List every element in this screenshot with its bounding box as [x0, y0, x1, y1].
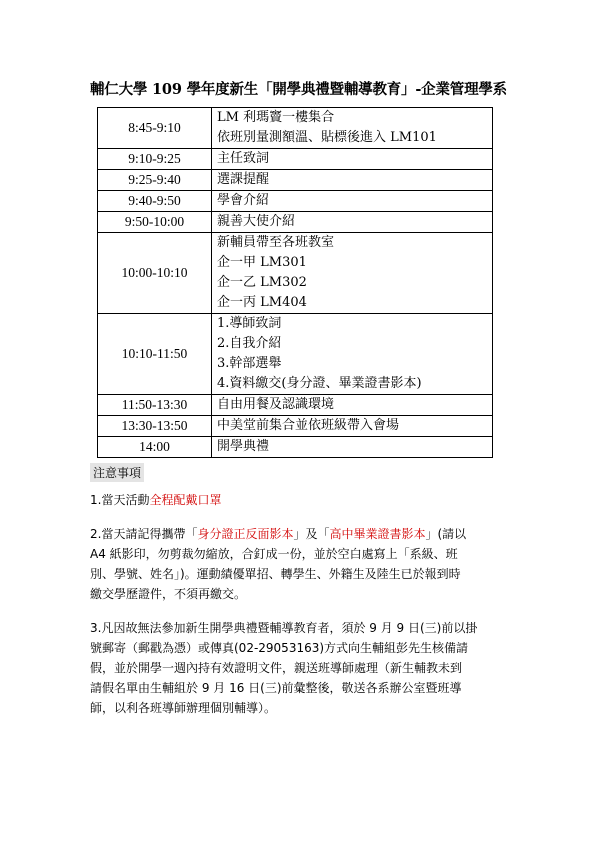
diploma-copy-requirement: 高中畢業證書影本 [329, 527, 426, 541]
schedule-row [98, 437, 493, 458]
activity-line: 親善大使介紹 [217, 214, 296, 229]
activity-line: 中美堂前集合並依班級帶入會場 [217, 418, 400, 433]
schedule-time: 11:50-13:30 [98, 395, 212, 416]
schedule-activity [212, 212, 493, 233]
activity-line: 學會介紹 [217, 193, 270, 208]
schedule-activity [212, 149, 493, 170]
schedule-activity [212, 437, 493, 458]
activity-line: 1.導師致詞 [217, 316, 282, 331]
activity-line: 選課提醒 [217, 172, 270, 187]
activity-line: 自由用餐及認識環境 [217, 397, 335, 412]
activity-line: 3.幹部選舉 [217, 356, 282, 371]
notes-title: 注意事項 [90, 463, 144, 482]
schedule-activity [212, 416, 493, 437]
activity-line: 新輔員帶至各班教室 [217, 235, 335, 250]
schedule-row [98, 108, 493, 149]
schedule-row [98, 191, 493, 212]
schedule-time: 10:00-10:10 [98, 233, 212, 314]
schedule-row [98, 233, 493, 314]
document-title: 輔仁大學 109 學年度新生「開學典禮暨輔導教育」-企業管理學系 [90, 81, 507, 98]
note-item-3: 3.凡因故無法參加新生開學典禮暨輔導教育者，須於 9 月 9 日(三)前以掛 號郵寄（郵戳為憑）或傳真(02-29053163)方式向生輔組彭先生核備請 假，並於開學一週內持有效證明文件，親送班導師處理（新生輔教未到 請假名單由生輔組於 9 月 16 日(三)前彙整後，敬送各系辦公室暨班導 師，以利各班導師辦理個別輔導）。 [90, 621, 478, 715]
schedule-activity [212, 395, 493, 416]
schedule-time: 10:10-11:50 [98, 314, 212, 395]
schedule-time: 9:40-9:50 [98, 191, 212, 212]
activity-line: 4.資料繳交(身分證、畢業證書影本) [217, 376, 422, 391]
schedule-activity [212, 233, 493, 314]
mask-requirement: 全程配戴口罩 [149, 493, 222, 507]
activity-line: 依班別量測額溫、貼標後進入 LM101 [217, 130, 437, 145]
note-item-2: 2.當天請記得攜帶「身分證正反面影本」及「高中畢業證書影本」(請以 A4 紙影印，勿剪裁勿縮放，合釘成一份，並於空白處寫上「系級、班 別、學號、姓名」)。運動績優單招、轉學生、外籍生及陸生已於報到時 繳交學歷證件，不須再繳交。 [90, 527, 467, 601]
id-copy-requirement: 身分證正反面影本 [197, 527, 294, 541]
schedule-row [98, 170, 493, 191]
activity-line: 2.自我介紹 [217, 336, 282, 351]
schedule-table [97, 107, 493, 458]
schedule-row [98, 149, 493, 170]
activity-line: 開學典禮 [217, 439, 270, 454]
schedule-time: 9:25-9:40 [98, 170, 212, 191]
schedule-time: 13:30-13:50 [98, 416, 212, 437]
schedule-row [98, 212, 493, 233]
schedule-row [98, 416, 493, 437]
schedule-activity [212, 191, 493, 212]
schedule-activity [212, 108, 493, 149]
activity-line: LM 利瑪竇一樓集合 [217, 110, 335, 125]
schedule-time: 8:45-9:10 [98, 108, 212, 149]
notes-section [90, 463, 520, 718]
activity-line: 企一甲 LM301 [217, 255, 307, 270]
activity-line: 企一乙 LM302 [217, 275, 307, 290]
schedule-activity [212, 170, 493, 191]
schedule-time: 14:00 [98, 437, 212, 458]
schedule-row [98, 314, 493, 395]
schedule-time: 9:50-10:00 [98, 212, 212, 233]
activity-line: 主任致詞 [217, 151, 270, 166]
schedule-row [98, 395, 493, 416]
schedule-time: 9:10-9:25 [98, 149, 212, 170]
activity-line: 企一丙 LM404 [217, 295, 307, 310]
schedule-activity [212, 314, 493, 395]
note-item-1: 1.當天活動全程配戴口罩 [90, 493, 222, 507]
